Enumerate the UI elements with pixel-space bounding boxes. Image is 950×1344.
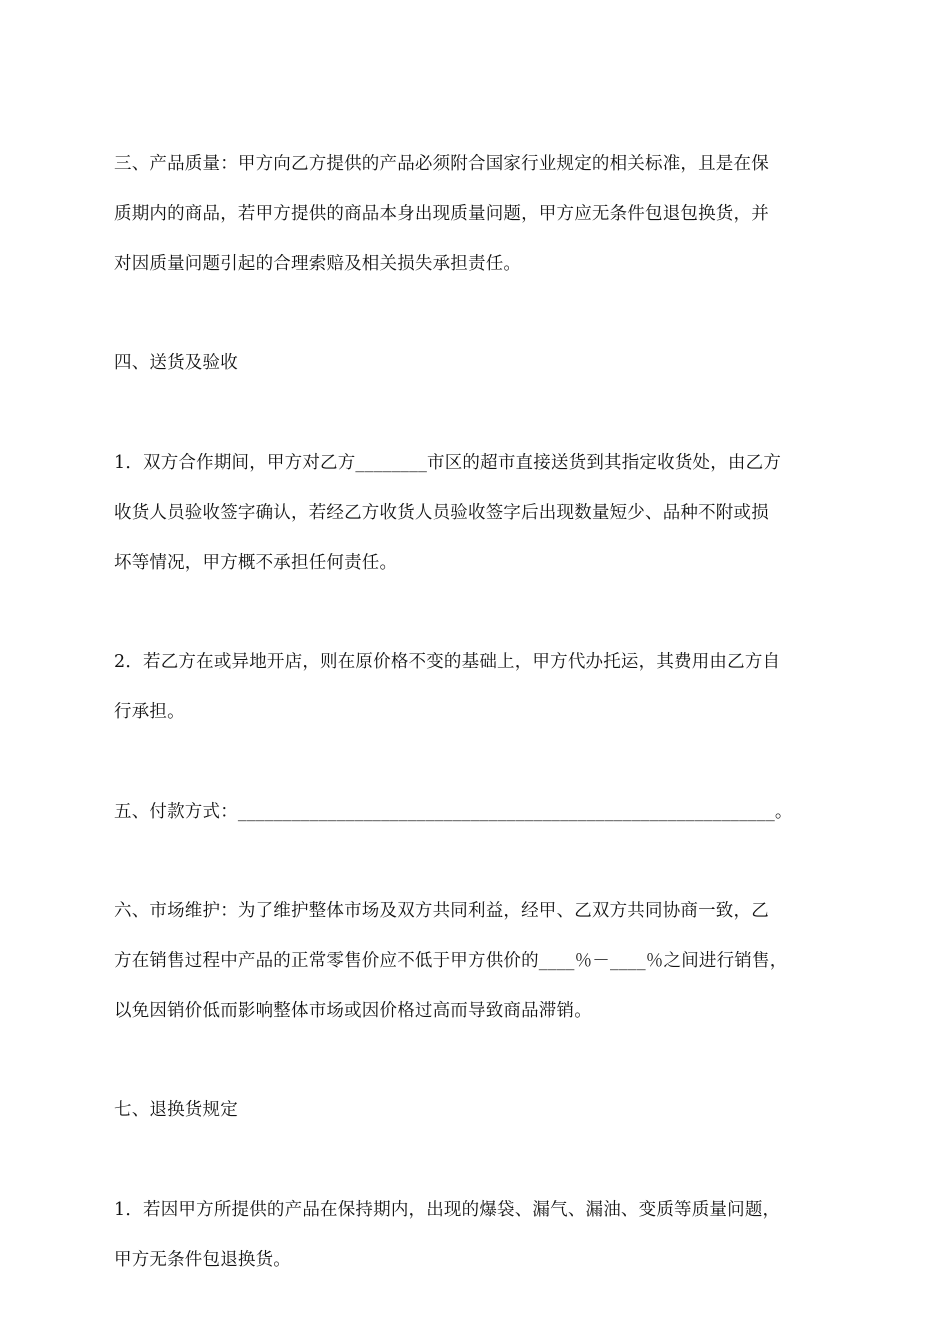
section-4-heading: 四、送货及验收 [114,353,238,373]
section-7-item-1-line-2: 甲方无条件包退换货。 [114,1250,291,1270]
section-4-item-1-line-2: 收货人员验收签字确认，若经乙方收货人员验收签字后出现数量短少、品种不附或损 [114,503,769,523]
section-5-payment: 五、付款方式：____________________________________________________________。 [114,802,793,822]
section-3-line-3: 对因质量问题引起的合理索赔及相关损失承担责任。 [114,254,522,274]
section-4-item-2-line-2: 行承担。 [114,702,185,722]
section-3-line-2: 质期内的商品，若甲方提供的商品本身出现质量问题，甲方应无条件包退包换货，并 [114,204,769,224]
section-6-line-3: 以免因销价低而影响整体市场或因价格过高而导致商品滞销。 [114,1001,592,1021]
section-4-item-1-line-1: 1．双方合作期间，甲方对乙方________市区的超市直接送货到其指定收货处，由乙方 [114,453,782,473]
section-6-line-2: 方在销售过程中产品的正常零售价应不低于甲方供价的____％－____％之间进行销售， [114,951,788,971]
section-7-item-1-line-1: 1．若因甲方所提供的产品在保持期内，出现的爆袋、漏气、漏油、变质等质量问题， [114,1200,781,1220]
section-4-item-1-line-3: 坏等情况，甲方概不承担任何责任。 [114,553,398,573]
section-7-heading: 七、退换货规定 [114,1100,238,1120]
section-4-item-2-line-1: 2．若乙方在或异地开店，则在原价格不变的基础上，甲方代办托运，其费用由乙方自 [114,652,781,672]
section-6-line-1: 六、市场维护：为了维护整体市场及双方共同利益，经甲、乙双方共同协商一致，乙 [114,901,769,921]
section-3-line-1: 三、产品质量：甲方向乙方提供的产品必须附合国家行业规定的相关标准，且是在保 [114,154,769,174]
